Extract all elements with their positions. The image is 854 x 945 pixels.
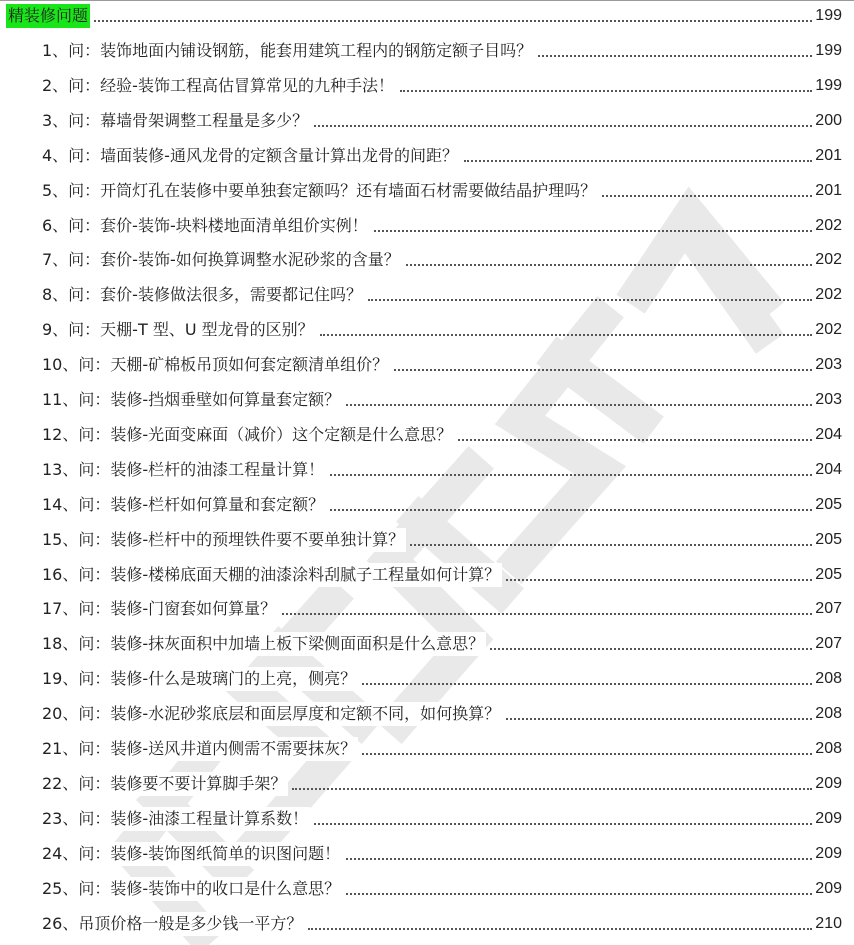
toc-leader-dots — [282, 613, 812, 615]
toc-entry-title: 13、问：装修-栏杆的油漆工程量计算！ — [42, 458, 326, 482]
toc-page-number: 202 — [812, 283, 842, 307]
toc-leader-dots — [394, 369, 812, 371]
toc-page-number: 201 — [812, 144, 842, 168]
toc-leader-dots — [362, 683, 812, 685]
toc-page-number: 203 — [812, 353, 842, 377]
toc-entry-row[interactable] — [0, 563, 854, 587]
toc-entry-title: 15、问：装修-栏杆中的预埋铁件要不要单独计算？ — [42, 528, 406, 552]
toc-page-number: 204 — [812, 423, 842, 447]
toc-leader-dots — [292, 788, 812, 790]
toc-page-number: 209 — [812, 772, 842, 796]
toc-leader-dots — [458, 439, 812, 441]
toc-entry-title: 23、问：装修-油漆工程量计算系数！ — [42, 807, 310, 831]
toc-entry-title: 21、问：装修-送风井道内侧需不需要抹灰？ — [42, 737, 358, 761]
toc-entry-row[interactable] — [0, 109, 854, 133]
toc-entry-row[interactable] — [0, 283, 854, 307]
toc-page-number: 207 — [812, 597, 842, 621]
toc-entry-row[interactable] — [0, 842, 854, 866]
toc-entry-title: 22、问：装修要不要计算脚手架？ — [42, 772, 288, 796]
toc-entry-title: 9、问：天棚-T 型、U 型龙骨的区别？ — [42, 318, 316, 342]
toc-entry-title: 2、问：经验-装饰工程高估冒算常见的九种手法！ — [42, 74, 396, 98]
toc-entry-row[interactable] — [0, 702, 854, 726]
toc-leader-dots — [308, 928, 812, 930]
toc-page-number: 205 — [812, 528, 842, 552]
toc-entry-row[interactable] — [0, 632, 854, 656]
toc-leader-dots — [506, 579, 812, 581]
toc-entry-row[interactable] — [0, 144, 854, 168]
toc-heading-row[interactable] — [0, 4, 854, 28]
toc-entry-row[interactable] — [0, 458, 854, 482]
toc-entry-title: 4、问：墙面装修-通风龙骨的定额含量计算出龙骨的间距？ — [42, 144, 460, 168]
toc-page-number: 203 — [812, 388, 842, 412]
toc-entry-title: 8、问：套价-装修做法很多，需要都记住吗？ — [42, 283, 364, 307]
toc-entry-row[interactable] — [0, 423, 854, 447]
toc-entry-row[interactable] — [0, 74, 854, 98]
toc-heading-title: 精装修问题 — [6, 4, 90, 28]
toc-page-number: 210 — [812, 912, 842, 936]
toc-leader-dots — [330, 509, 812, 511]
toc-entry-title: 3、问：幕墙骨架调整工程量是多少？ — [42, 109, 310, 133]
toc-leader-dots — [368, 299, 812, 301]
toc-entry-title: 24、问：装修-装饰图纸简单的识图问题！ — [42, 842, 342, 866]
toc-leader-dots — [602, 195, 812, 197]
toc-page-number: 209 — [812, 807, 842, 831]
toc-page-number: 207 — [812, 632, 842, 656]
toc-entry-row[interactable] — [0, 39, 854, 63]
toc-leader-dots — [464, 160, 812, 162]
toc-leader-dots — [506, 718, 812, 720]
toc-entry-row[interactable] — [0, 597, 854, 621]
toc-entry-row[interactable] — [0, 214, 854, 238]
toc-page-number: 199 — [812, 39, 842, 63]
toc-entry-title: 18、问：装修-抹灰面积中加墙上板下梁侧面面积是什么意思？ — [42, 632, 486, 656]
toc-page-number: 199 — [812, 74, 842, 98]
toc-page-number: 205 — [812, 493, 842, 517]
toc-leader-dots — [314, 125, 812, 127]
toc-entry-title: 16、问：装修-楼梯底面天棚的油漆涂料刮腻子工程量如何计算？ — [42, 563, 502, 587]
top-border-line — [0, 0, 854, 1]
toc-entry-row[interactable] — [0, 912, 854, 936]
toc-entry-row[interactable] — [0, 248, 854, 272]
toc-page-number: 202 — [812, 248, 842, 272]
toc-entry-title: 19、问：装修-什么是玻璃门的上亮，侧亮？ — [42, 667, 358, 691]
toc-leader-dots — [490, 648, 812, 650]
toc-entry-title: 20、问：装修-水泥砂浆底层和面层厚度和定额不同，如何换算？ — [42, 702, 502, 726]
toc-entry-title: 17、问：装修-门窗套如何算量？ — [42, 597, 278, 621]
toc-leader-dots — [314, 823, 812, 825]
toc-page-number: 202 — [812, 214, 842, 238]
toc-leader-dots — [374, 230, 812, 232]
toc-entry-row[interactable] — [0, 388, 854, 412]
toc-leader-dots — [406, 264, 812, 266]
toc-entry-title: 6、问：套价-装饰-块料楼地面清单组价实例！ — [42, 214, 370, 238]
toc-entry-row[interactable] — [0, 877, 854, 901]
toc-entry-row[interactable] — [0, 528, 854, 552]
toc-page-number: 202 — [812, 318, 842, 342]
toc-entry-row[interactable] — [0, 493, 854, 517]
toc-entry-title: 14、问：装修-栏杆如何算量和套定额？ — [42, 493, 326, 517]
toc-entry-title: 10、问：天棚-矿棉板吊顶如何套定额清单组价？ — [42, 353, 390, 377]
toc-entry-title: 25、问：装修-装饰中的收口是什么意思？ — [42, 877, 342, 901]
toc-page-number: 199 — [812, 4, 842, 28]
toc-entry-row[interactable] — [0, 353, 854, 377]
toc-leader-dots — [94, 20, 812, 22]
toc-leader-dots — [410, 544, 812, 546]
toc-leader-dots — [362, 753, 812, 755]
toc-page-number: 200 — [812, 109, 842, 133]
toc-entry-title: 5、问：开筒灯孔在装修中要单独套定额吗？还有墙面石材需要做结晶护理吗？ — [42, 179, 598, 203]
toc-leader-dots — [538, 55, 812, 57]
toc-page-number: 209 — [812, 877, 842, 901]
toc-page-number: 208 — [812, 702, 842, 726]
toc-leader-dots — [400, 90, 812, 92]
toc-leader-dots — [346, 404, 812, 406]
toc-page-number: 204 — [812, 458, 842, 482]
toc-leader-dots — [346, 858, 812, 860]
toc-entry-title: 26、吊顶价格一般是多少钱一平方？ — [42, 912, 304, 936]
toc-page-number: 208 — [812, 667, 842, 691]
toc-entry-row[interactable] — [0, 667, 854, 691]
toc-entry-row[interactable] — [0, 772, 854, 796]
toc-entry-row[interactable] — [0, 179, 854, 203]
toc-page-number: 205 — [812, 563, 842, 587]
toc-entry-row[interactable] — [0, 737, 854, 761]
toc-leader-dots — [330, 474, 812, 476]
toc-entry-row[interactable] — [0, 318, 854, 342]
toc-entry-title: 12、问：装修-光面变麻面（减价）这个定额是什么意思？ — [42, 423, 454, 447]
toc-leader-dots — [320, 334, 812, 336]
toc-page-number: 209 — [812, 842, 842, 866]
toc-page-number: 208 — [812, 737, 842, 761]
toc-entry-row[interactable] — [0, 807, 854, 831]
toc-page-number: 201 — [812, 179, 842, 203]
toc-entry-title: 7、问：套价-装饰-如何换算调整水泥砂浆的含量？ — [42, 248, 402, 272]
toc-entry-title: 11、问：装修-挡烟垂壁如何算量套定额？ — [42, 388, 342, 412]
toc-leader-dots — [346, 893, 812, 895]
toc-entry-title: 1、问：装饰地面内铺设钢筋，能套用建筑工程内的钢筋定额子目吗？ — [42, 39, 534, 63]
